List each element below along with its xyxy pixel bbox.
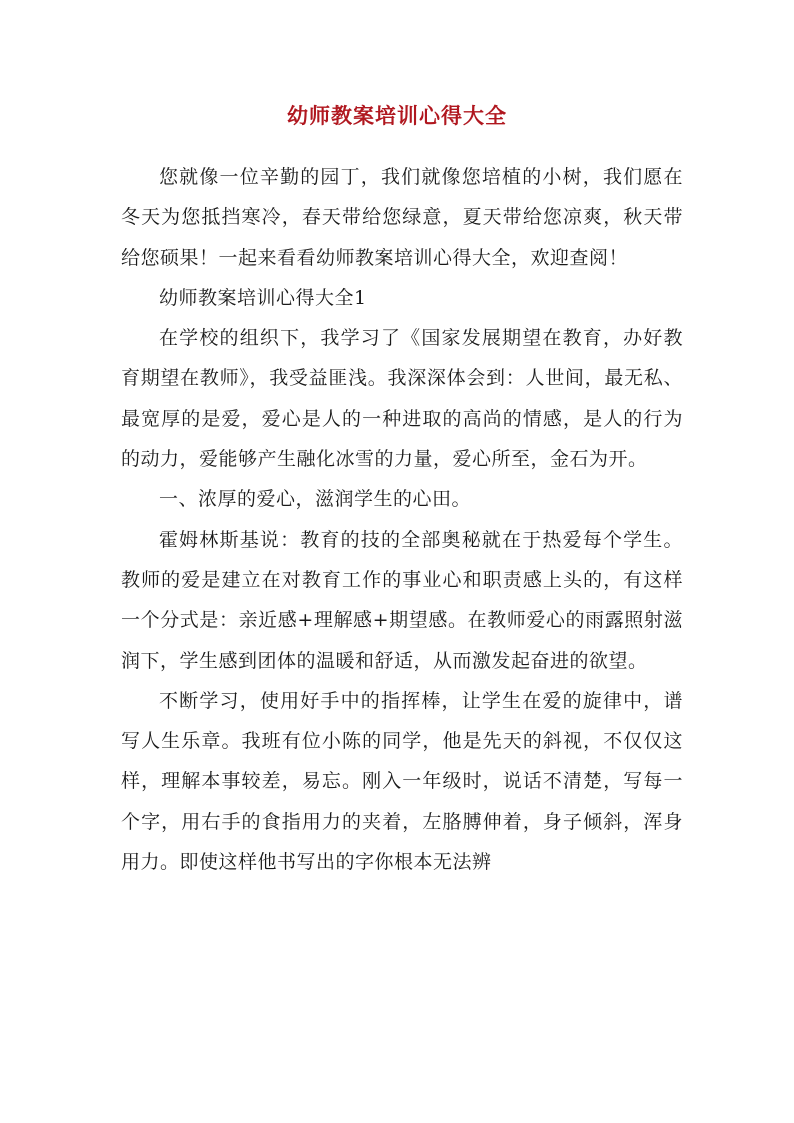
body-paragraph: 不断学习，使用好手中的指挥棒，让学生在爱的旋律中，谱写人生乐章。我班有位小陈的同学，他是先天的斜视，不仅仅这样，理解本事较差，易忘。刚入一年级时，说话不清楚，写每一个字，用右手的食指用力的夹着，左胳膊伸着，身子倾斜，浑身用力。即使这样他书写出的字你根本无法辨 (121, 689, 683, 874)
body-paragraph: 霍姆林斯基说：教育的技的全部奥秘就在于热爱每个学生。教师的爱是建立在对教育工作的事业心和职责感上头的，有这样一个分式是：亲近感+理解感+期望感。在教师爱心的雨露照射滋润下，学生感到团体的温暖和舒适，从而激发起奋进的欲望。 (121, 528, 683, 672)
body-paragraph: 在学校的组织下，我学习了《国家发展期望在教育，办好教育期望在教师》，我受益匪浅。我深深体会到：人世间，最无私、最宽厚的是爱，爱心是人的一种进取的高尚的情感，是人的行为的动力，爱能够产生融化冰雪的力量，爱心所至，金石为开。 (121, 327, 683, 471)
section-heading: 幼师教案培训心得大全1 (159, 286, 367, 309)
document-body (121, 157, 683, 882)
intro-paragraph: 您就像一位辛勤的园丁，我们就像您培植的小树，我们愿在冬天为您抵挡寒冷，春天带给您绿意，夏天带给您凉爽，秋天带给您硕果！一起来看看幼师教案培训心得大全，欢迎查阅！ (121, 166, 683, 269)
subsection-heading: 一、浓厚的爱心，滋润学生的心田。 (159, 488, 472, 511)
page-title: 幼师教案培训心得大全 (287, 103, 507, 128)
